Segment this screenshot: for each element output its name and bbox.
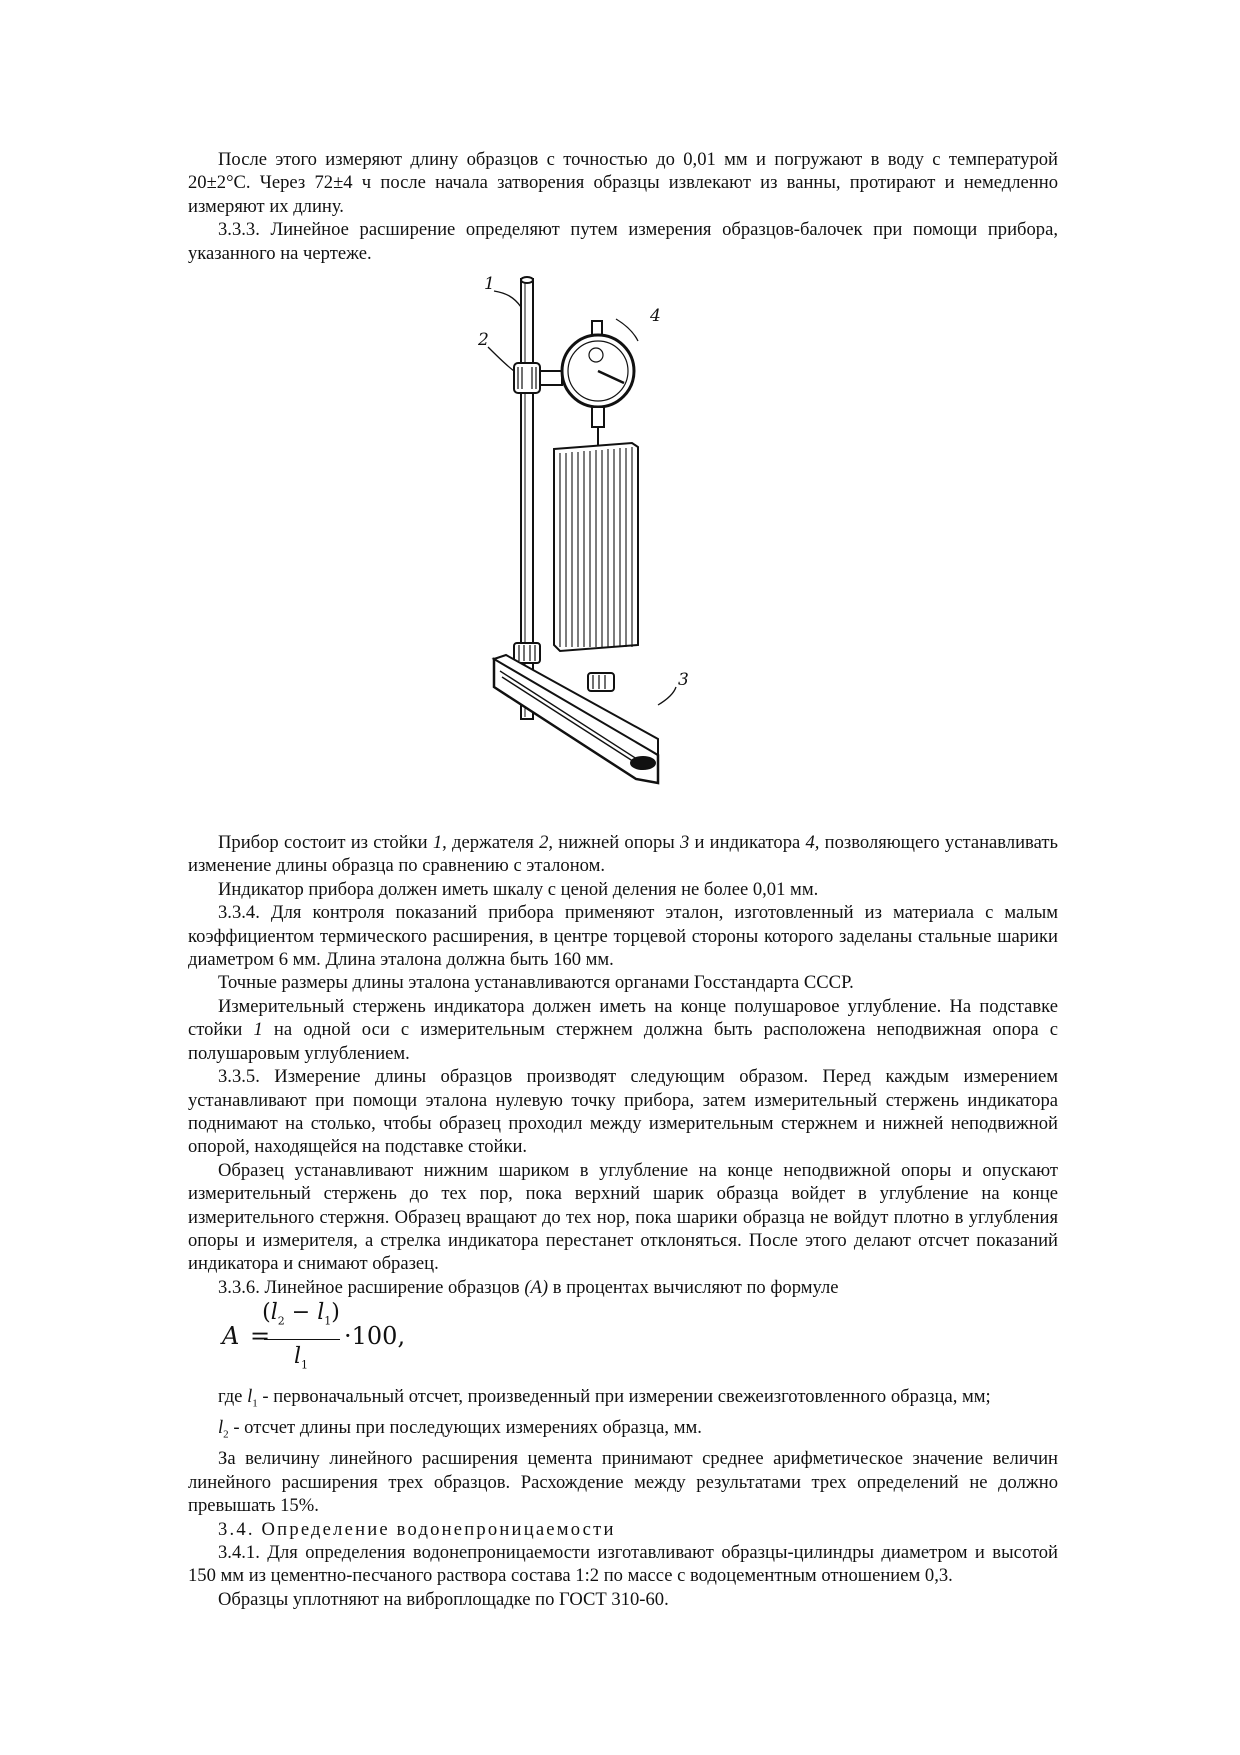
caption-text: Прибор состоит из стойки — [218, 832, 433, 854]
formula — [188, 1301, 1058, 1383]
caption-text: и индикатора — [689, 832, 806, 854]
paragraph: 3.3.4. Для контроля показаний прибора применяют эталон, изготовленный из материала с малым коэффициентом термического расширения, в центре торцевой стороны которого заделаны стальные шарики диаметром 6 мм. Длина эталона должна быть 160 мм. — [188, 902, 1058, 971]
paragraph-text: на одной оси с измерительным стержнем должна быть расположена неподвижная опора с полушаровым углублением. — [188, 1019, 1058, 1064]
caption-text: , нижней опоры — [548, 832, 680, 854]
figure-caption — [188, 831, 1058, 878]
definition-l2 — [188, 1416, 1058, 1447]
paragraph: Точные размеры длины эталона устанавливаются органами Госстандарта СССР. — [218, 972, 854, 994]
paragraph: Образец устанавливают нижним шариком в углубление на конце неподвижной опоры и опускают измерительный стержень до тех пор, пока верхний шарик образца войдет в углубление на конце измерительного стержня. Образец вращают до тех нор, пока шарики образца не войдут плотно в углубления опоры и измерителя, а стрелка индикатора перестанет отклоняться. После этого делают отсчет показаний индикатора и снимают образец. — [188, 1159, 1058, 1275]
fraction-bar — [264, 1339, 340, 1340]
definition-text: - отсчет длины при последующих измерениях образца, мм. — [228, 1417, 702, 1439]
formula-var: l — [317, 1300, 325, 1326]
section-heading: 3.4. Определение водонепроницаемости — [218, 1518, 616, 1540]
paragraph: После этого измеряют длину образцов с точностью до 0,01 мм и погружают в воду с температурой 20±2°С. Через 72±4 ч после начала затворения образцы извлекают из ванны, протирают и немедленно измеряют их длину. — [188, 149, 1058, 217]
formula-sub: 1 — [324, 1314, 332, 1328]
formula-intro — [188, 1276, 1058, 1299]
figure-label-1: 1 — [484, 274, 495, 295]
formula-sub: 1 — [301, 1358, 309, 1372]
definition-text: где — [218, 1386, 248, 1408]
paragraph: Индикатор прибора должен иметь шкалу с ценой деления не более 0,01 мм. — [218, 878, 819, 900]
definition-sub: 2 — [223, 1429, 229, 1441]
paragraph — [188, 995, 1058, 1065]
figure-label-4: 4 — [650, 306, 661, 327]
formula-numerator: $(l_2 - l_1)$ — [262, 1300, 340, 1328]
caption-ref-3: 3 — [679, 832, 690, 854]
paragraph-text: Измерительный стержень индикатора должен иметь на конце полушаровое углубление. На подставке стойки — [188, 995, 1058, 1041]
formula-intro-text: 3.3.6. Линейное расширение образцов — [218, 1276, 525, 1298]
caption-ref-4: 4, — [805, 832, 820, 854]
caption-text: позволяющего устанавливать изменение длины образца по сравнению с эталоном. — [188, 832, 1058, 877]
formula-rhs: ·100, — [344, 1322, 406, 1351]
formula-sub: 2 — [277, 1314, 285, 1328]
figure-instrument — [188, 267, 1058, 827]
definition-sub: 1 — [252, 1397, 258, 1410]
caption-ref-2: 2 — [539, 832, 549, 854]
caption-ref-1: 1 — [432, 832, 443, 854]
formula-minus: − — [284, 1300, 318, 1326]
formula-equals: = — [250, 1322, 271, 1351]
paragraph: Образцы уплотняют на виброплощадке по ГОСТ 310-60. — [218, 1588, 669, 1610]
definition-var: l — [247, 1386, 253, 1408]
figure-label-2: 2 — [478, 330, 489, 351]
definition-var: l — [218, 1417, 224, 1439]
formula-var: l — [293, 1344, 302, 1370]
formula-lhs: A — [222, 1322, 240, 1351]
paragraph: 3.3.5. Измерение длины образцов производят следующим образом. Перед каждым измерением устанавливают при помощи эталона нулевую точку прибора, затем измерительный стержень индикатора поднимают на столько, чтобы образец проходил между измерительным стержнем и нижней неподвижной опорой, находящейся на подставке стойки. — [188, 1066, 1058, 1158]
formula-symbol: (А) — [524, 1276, 549, 1298]
definition-l1 — [188, 1385, 1058, 1416]
paragraph-ref-1: 1 — [253, 1019, 263, 1041]
formula-denominator — [262, 1345, 340, 1377]
formula-var: l — [270, 1300, 278, 1326]
paragraph: 3.3.3. Линейное расширение определяют путем измерения образцов-балочек при помощи прибора, указанного на чертеже. — [188, 219, 1058, 264]
paragraph: За величину линейного расширения цемента принимают среднее арифметическое значение величин линейного расширения трех образцов. Расхождение между результатами трех определений не должно превышать 15%. — [188, 1448, 1058, 1517]
formula-intro-text: в процентах вычисляют по формуле — [548, 1276, 839, 1298]
document-page — [188, 148, 1058, 1611]
instrument-drawing — [188, 267, 1058, 827]
paragraph: 3.4.1. Для определения водонепроницаемости изготавливают образцы-цилиндры диаметром и высотой 150 мм из цементно-песчаного раствора состава 1:2 по массе с водоцементным отношением 0,3. — [188, 1542, 1058, 1587]
definition-text: - первоначальный отсчет, произведенный при измерении свежеизготовленного образца, мм; — [257, 1386, 991, 1408]
figure-label-3: 3 — [678, 670, 689, 691]
caption-text: , держателя — [442, 832, 540, 854]
